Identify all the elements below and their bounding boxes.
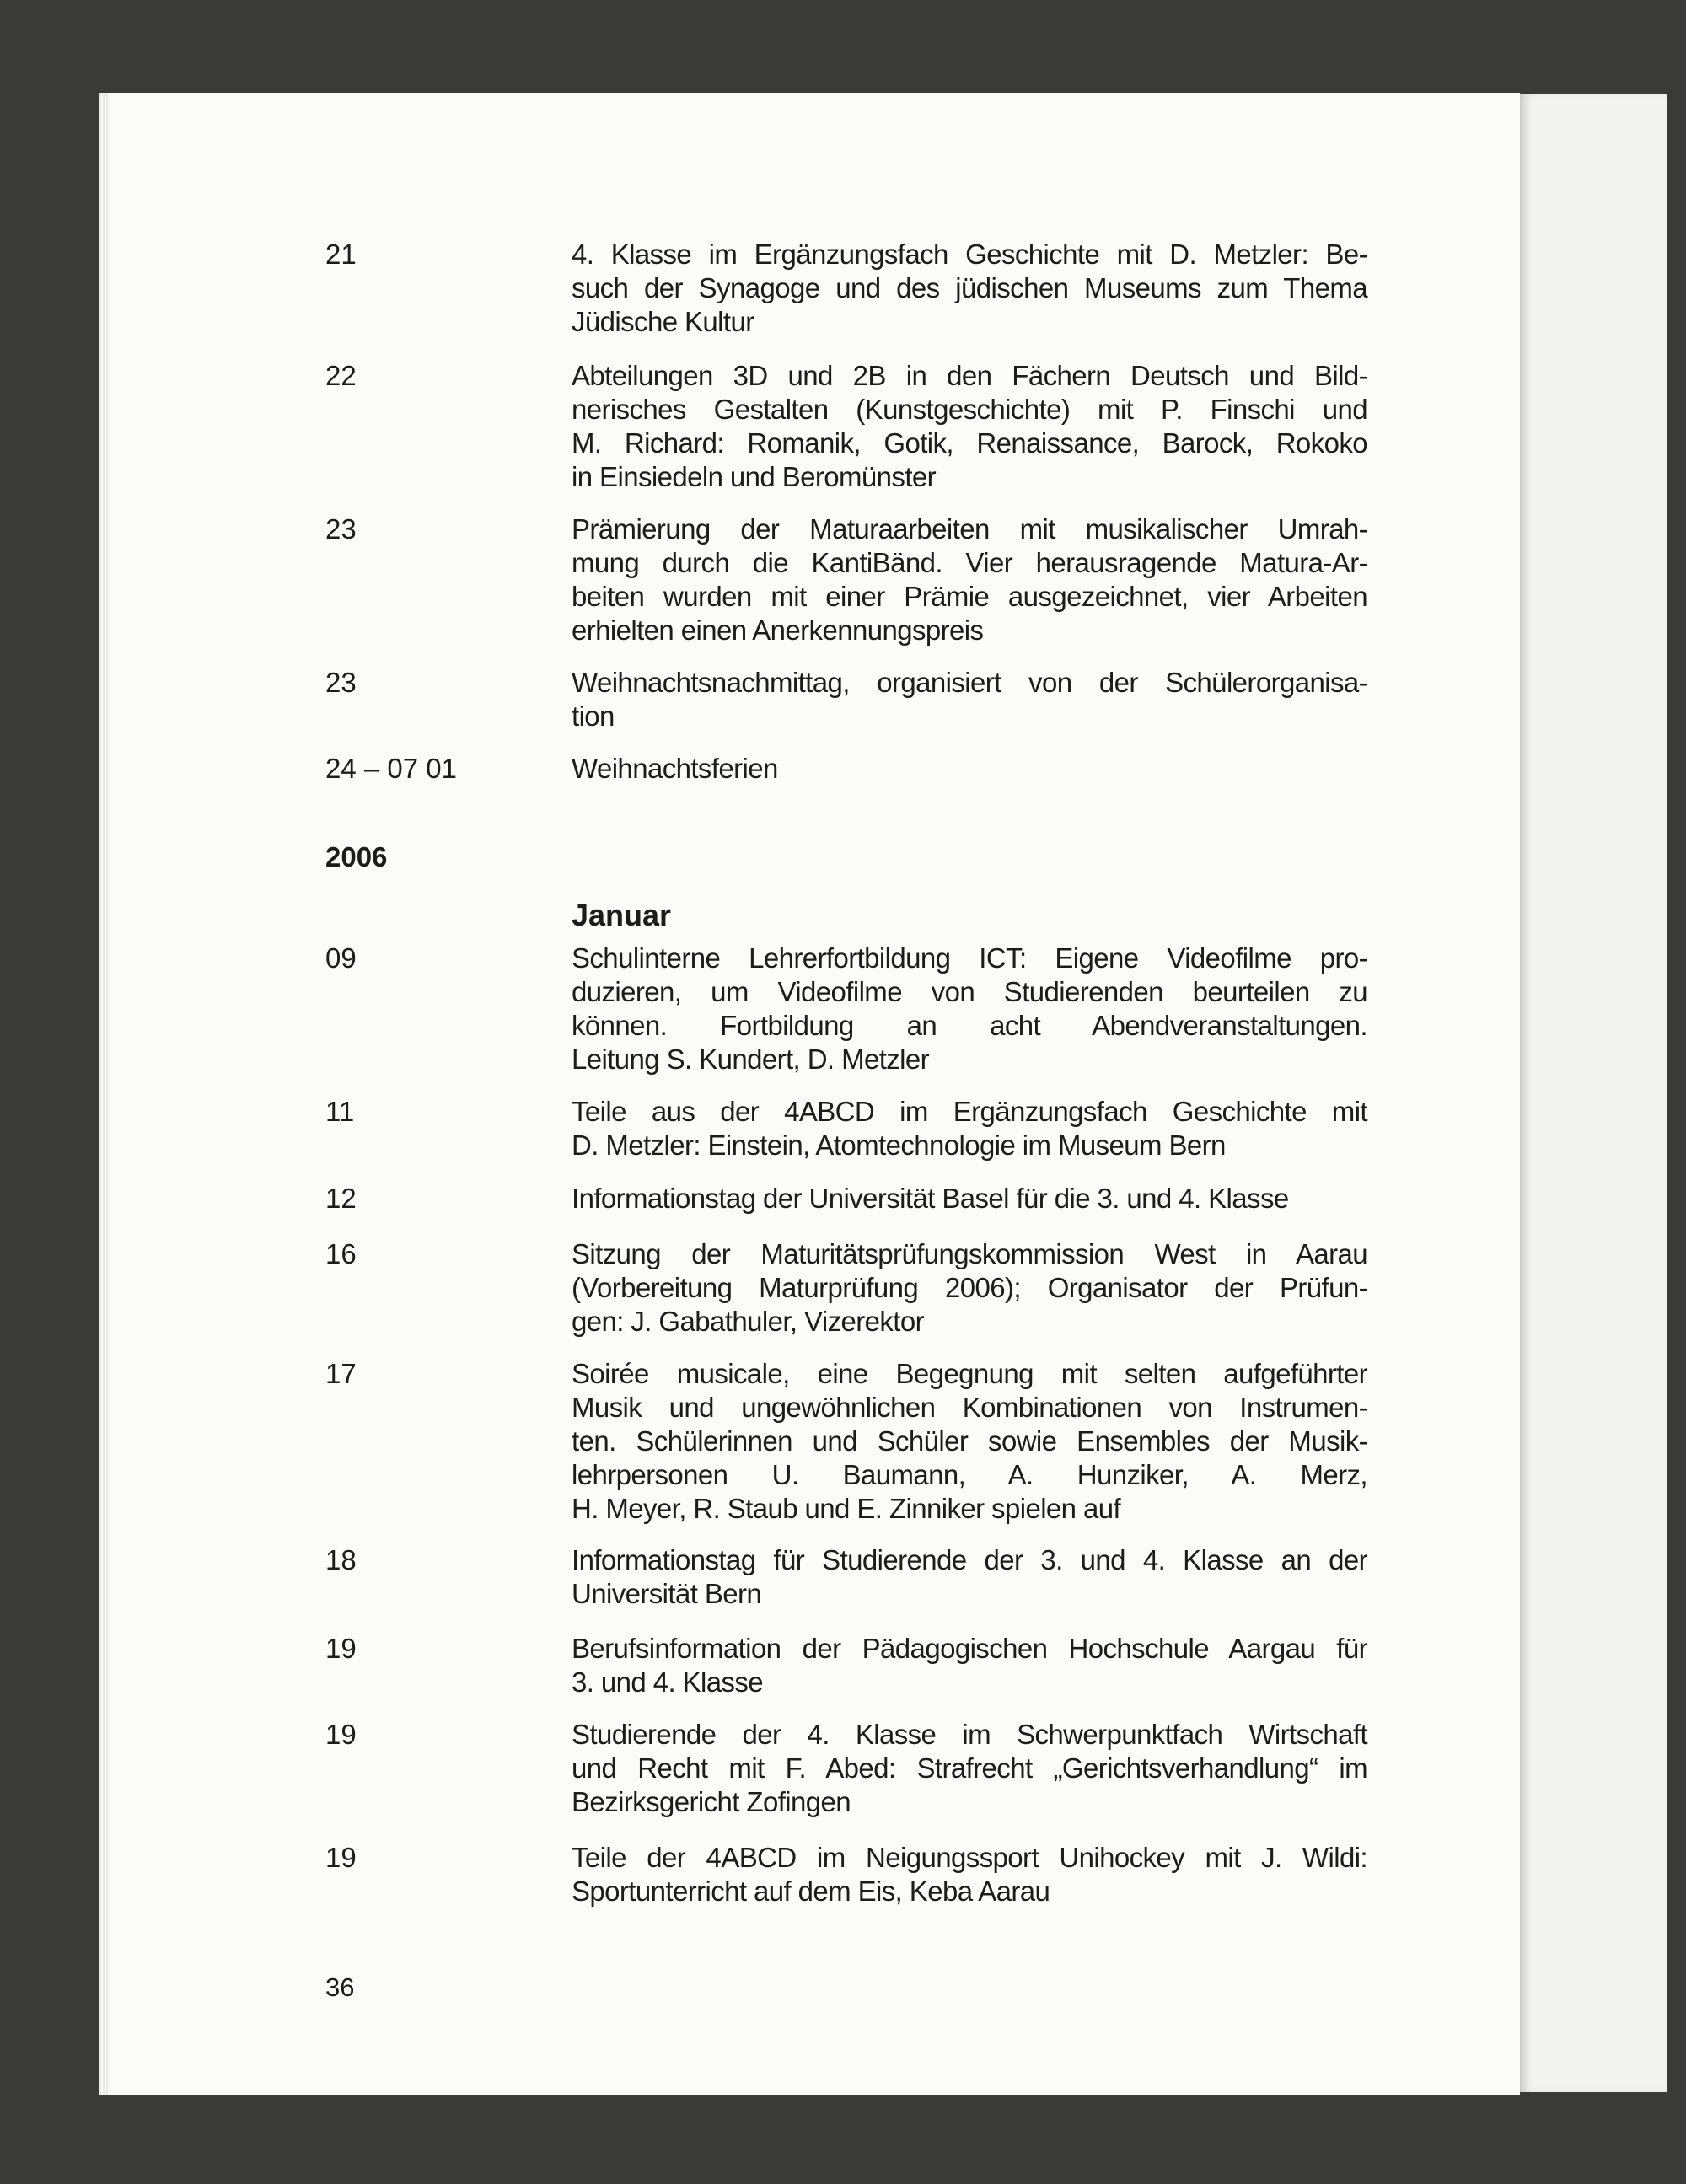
entry-description bbox=[572, 1095, 1367, 1162]
facing-page-edge bbox=[1520, 94, 1667, 2092]
entry-text-line: ten. Schülerinnen und Schüler sowie Ensembles der Musik- bbox=[572, 1425, 1367, 1457]
entry-text-line: Universität Bern bbox=[572, 1578, 762, 1609]
entry-text-line: Bezirksgericht Zofingen bbox=[572, 1786, 851, 1817]
entry-text-line: Weihnachtsnachmittag, organisiert von der Schülerorganisa- bbox=[572, 667, 1367, 698]
entry-text-line: Leitung S. Kundert, D. Metzler bbox=[572, 1044, 930, 1075]
entry-description bbox=[572, 1841, 1367, 1908]
entry-description bbox=[572, 1543, 1367, 1611]
entry-text-line: Teile der 4ABCD im Neigungssport Unihockey mit J. Wildi: bbox=[572, 1842, 1367, 1873]
entry-text-line: 3. und 4. Klasse bbox=[572, 1666, 764, 1698]
entry-text-line: M. Richard: Romanik, Gotik, Renaissance, Barock, Rokoko bbox=[572, 427, 1367, 459]
entry-date: 16 bbox=[325, 1238, 357, 1269]
entry-description bbox=[572, 359, 1367, 494]
entry-description bbox=[572, 666, 1367, 733]
entry-date: 09 bbox=[325, 942, 357, 974]
entry-text-line: nerisches Gestalten (Kunstgeschichte) mit P. Finschi und bbox=[572, 394, 1367, 425]
entry-text-line: gen: J. Gabathuler, Vizerektor bbox=[572, 1306, 924, 1337]
entry-text-line: erhielten einen Anerkennungspreis bbox=[572, 614, 984, 646]
entry-text-line: in Einsiedeln und Beromünster bbox=[572, 461, 937, 492]
entry-date: 21 bbox=[325, 239, 357, 270]
entry-date: 22 bbox=[325, 360, 357, 391]
entry-date: 11 bbox=[325, 1096, 355, 1127]
entry-date: 17 bbox=[325, 1358, 357, 1389]
entry-date: 23 bbox=[325, 513, 357, 545]
entry-text-line: Teile aus der 4ABCD im Ergänzungsfach Geschichte mit bbox=[572, 1096, 1367, 1127]
entry-text-line: Informationstag der Universität Basel für die 3. und 4. Klasse bbox=[572, 1183, 1289, 1214]
entry-text-line: Weihnachtsferien bbox=[572, 753, 778, 784]
month-heading: Januar bbox=[572, 898, 672, 932]
entry-date: 24 – 07 01 bbox=[325, 753, 457, 784]
entry-text-line: Prämierung der Maturaarbeiten mit musikalischer Umrah- bbox=[572, 513, 1367, 545]
page-number: 36 bbox=[325, 1972, 355, 2002]
entry-date: 19 bbox=[325, 1633, 357, 1664]
entry-description bbox=[572, 1632, 1367, 1699]
entry-text-line: können. Fortbildung an acht Abendveranstaltungen. bbox=[572, 1010, 1367, 1041]
entry-text-line: (Vorbereitung Maturprüfung 2006); Organisator der Prüfun- bbox=[572, 1272, 1367, 1303]
entry-text-line: such der Synagoge und des jüdischen Museums zum Thema bbox=[572, 272, 1367, 303]
entry-text-line: duzieren, um Videofilme von Studierenden beurteilen zu bbox=[572, 976, 1367, 1007]
entry-text-line: Jüdische Kultur bbox=[572, 306, 754, 337]
entry-text-line: Schulinterne Lehrerfortbildung ICT: Eigene Videofilme pro- bbox=[572, 942, 1367, 974]
entry-text-line: Sportunterricht auf dem Eis, Keba Aarau bbox=[572, 1875, 1050, 1907]
entry-text-line: H. Meyer, R. Staub und E. Zinniker spielen auf bbox=[572, 1493, 1121, 1524]
entry-text-line: lehrpersonen U. Baumann, A. Hunziker, A. Merz, bbox=[572, 1459, 1367, 1490]
entry-text-line: tion bbox=[572, 700, 615, 732]
entry-text-line: Musik und ungewöhnlichen Kombinationen von Instrumen- bbox=[572, 1392, 1367, 1423]
entry-description bbox=[572, 1237, 1367, 1339]
entry-description bbox=[572, 512, 1367, 647]
entry-text-line: Berufsinformation der Pädagogischen Hochschule Aargau für bbox=[572, 1633, 1367, 1664]
entry-text-line: und Recht mit F. Abed: Strafrecht „Gerichtsverhandlung“ im bbox=[572, 1752, 1367, 1784]
entry-text-line: Abteilungen 3D und 2B in den Fächern Deutsch und Bild- bbox=[572, 360, 1367, 391]
entry-text-line: Studierende der 4. Klasse im Schwerpunktfach Wirtschaft bbox=[572, 1719, 1367, 1750]
entry-text-line: D. Metzler: Einstein, Atomtechnologie im Museum Bern bbox=[572, 1130, 1226, 1161]
entry-description bbox=[572, 942, 1367, 1076]
entry-description bbox=[572, 238, 1367, 339]
entry-date: 19 bbox=[325, 1719, 357, 1750]
entry-text-line: 4. Klasse im Ergänzungsfach Geschichte mit D. Metzler: Be- bbox=[572, 239, 1367, 270]
entry-description bbox=[572, 752, 1367, 786]
entry-text-line: mung durch die KantiBänd. Vier herausragende Matura-Ar- bbox=[572, 547, 1367, 578]
year-heading: 2006 bbox=[325, 841, 388, 872]
entry-date: 23 bbox=[325, 667, 357, 698]
entry-description bbox=[572, 1182, 1367, 1215]
entry-date: 18 bbox=[325, 1544, 357, 1575]
entry-text-line: Informationstag für Studierende der 3. und 4. Klasse an der bbox=[572, 1544, 1367, 1575]
entry-date: 19 bbox=[325, 1842, 357, 1873]
entry-text-line: Sitzung der Maturitätsprüfungskommission West in Aarau bbox=[572, 1238, 1367, 1269]
entry-description bbox=[572, 1718, 1367, 1819]
page-edges bbox=[99, 93, 108, 2095]
entry-text-line: beiten wurden mit einer Prämie ausgezeichnet, vier Arbeiten bbox=[572, 581, 1367, 612]
entry-description bbox=[572, 1357, 1367, 1526]
entry-text-line: Soirée musicale, eine Begegnung mit selten aufgeführter bbox=[572, 1358, 1367, 1389]
entry-date: 12 bbox=[325, 1183, 357, 1214]
